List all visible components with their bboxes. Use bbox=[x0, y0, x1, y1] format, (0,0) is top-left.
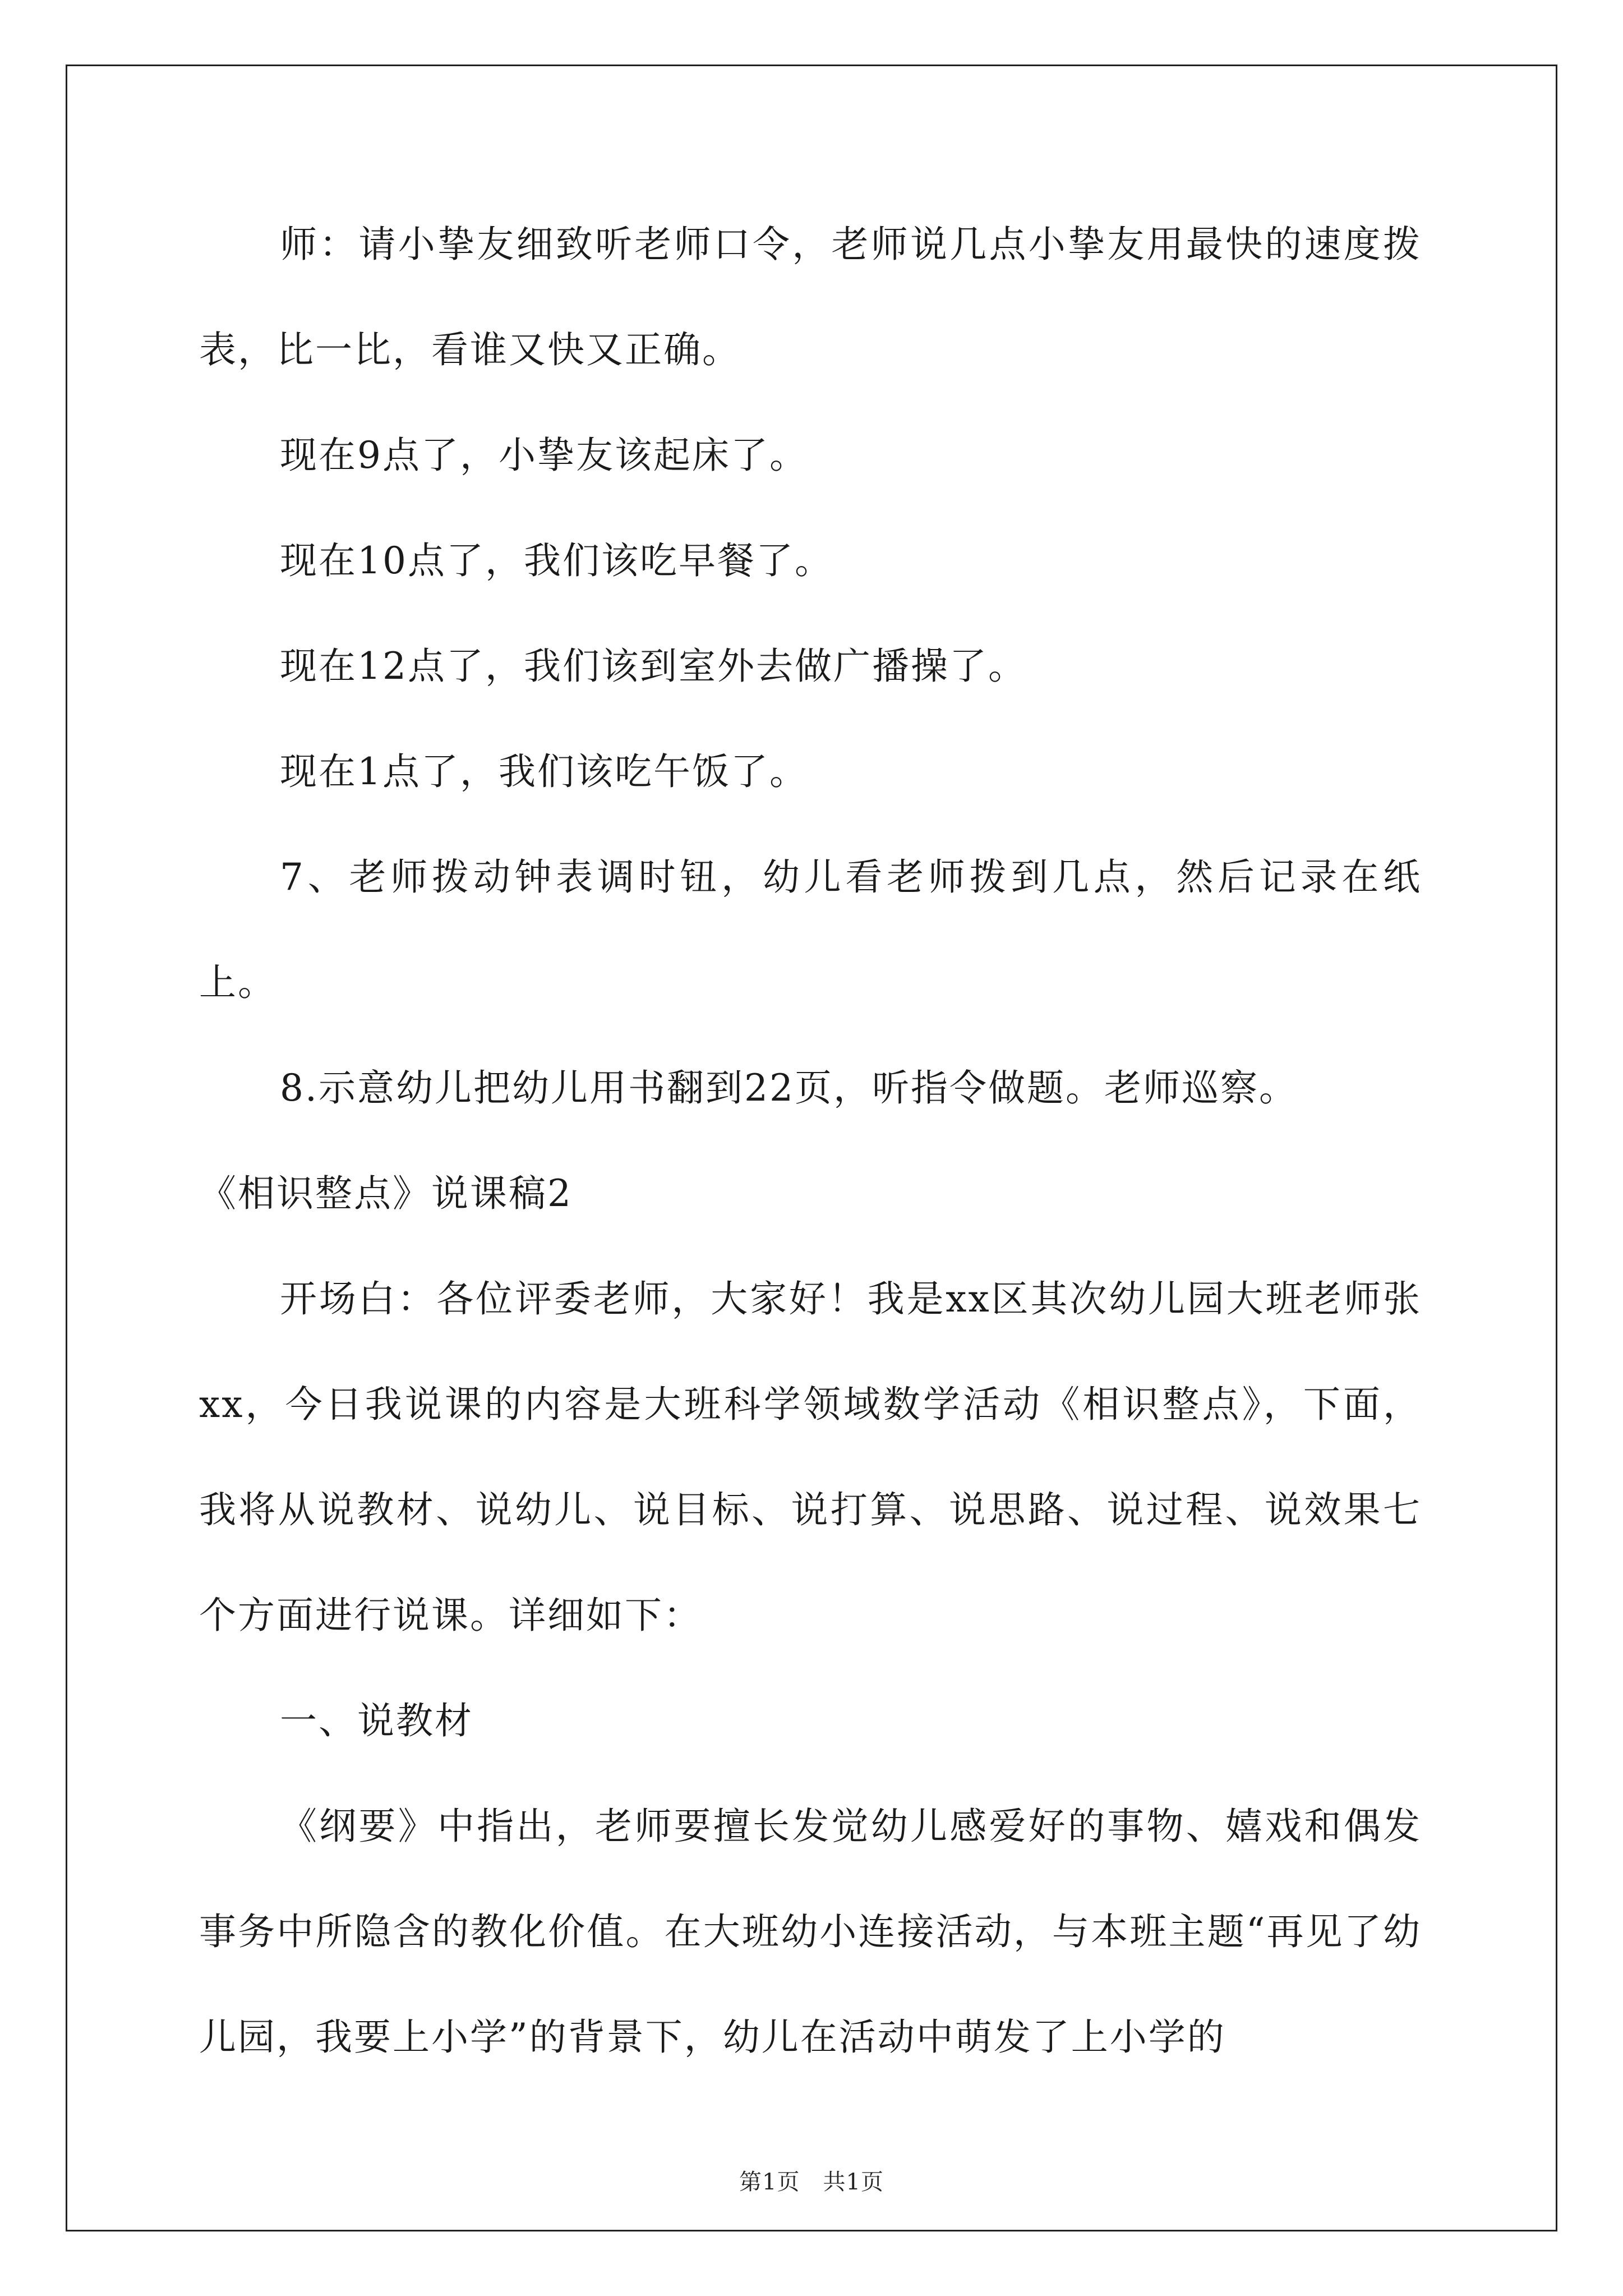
page-footer: 第1页 共1页 bbox=[739, 2169, 884, 2195]
paragraph: 现在1点了，我们该吃午饭了。 bbox=[280, 750, 808, 793]
paragraph: 《纲要》中指出，老师要擅长发觉幼儿感爱好的事物、嬉戏和偶发事务中所隐含的教化价值。在大班幼小连接活动，与本班主题“再见了幼儿园，我要上小学”的背景下，幼儿在活动中萌发了上小学的 bbox=[199, 1805, 1422, 2059]
paragraph: 8.示意幼儿把幼儿用书翻到22页，听指令做题。老师巡察。 bbox=[280, 1066, 1298, 1110]
paragraph: 现在9点了，小挚友该起床了。 bbox=[280, 434, 808, 477]
paragraph: 开场白：各位评委老师，大家好！我是xx区其次幼儿园大班老师张xx，今日我说课的内容是大班科学领域数学活动《相识整点》，下面，我将从说教材、说幼儿、说目标、说打算、说思路、说过程、说效果七个方面进行说课。详细如下： bbox=[199, 1277, 1422, 1637]
paragraph: 现在10点了，我们该吃早餐了。 bbox=[280, 539, 833, 582]
paragraph: 师：请小挚友细致听老师口令，老师说几点小挚友用最快的速度拨表，比一比，看谁又快又正确。 bbox=[199, 223, 1422, 371]
document-body bbox=[199, 192, 1422, 2090]
paragraph: 现在12点了，我们该到室外去做广播操了。 bbox=[280, 645, 1027, 688]
subsection-heading: 一、说教材 bbox=[280, 1699, 473, 1742]
paragraph: 7、老师拨动钟表调时钮，幼儿看老师拨到几点，然后记录在纸上。 bbox=[199, 855, 1422, 1004]
section-heading: 《相识整点》说课稿2 bbox=[199, 1172, 573, 1215]
